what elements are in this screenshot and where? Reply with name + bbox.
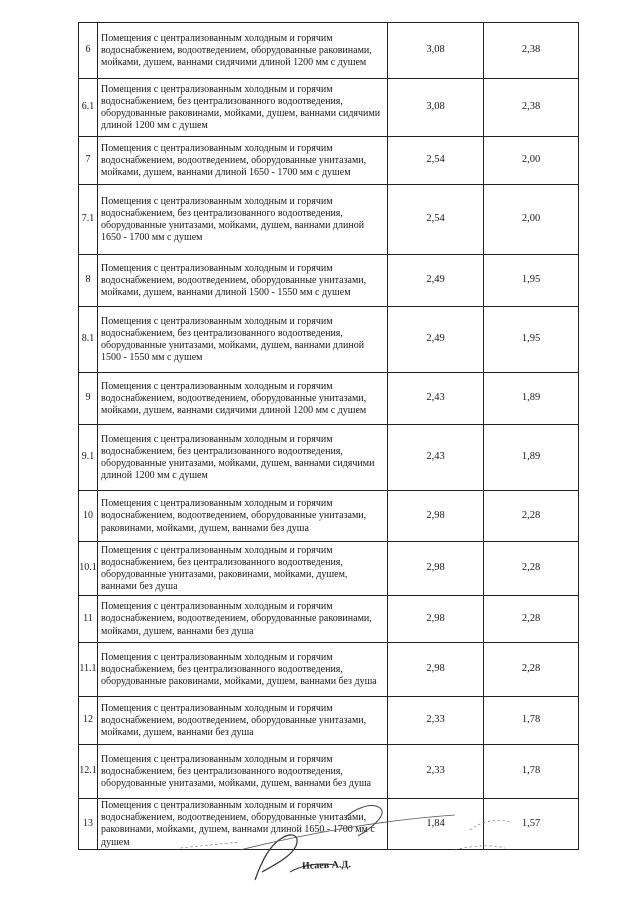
table-row — [79, 596, 579, 643]
table-row — [79, 79, 579, 137]
signatory-name: Исаев А.Д. — [301, 859, 351, 872]
row-description: Помещения с централизованным холодным и горячим водоснабжением, без централизованного водоотведения, оборудованные унитазами, мойками, душем, ваннами длиной 1650 - 1700 мм с душем — [98, 185, 388, 255]
value-col-1: 2,98 — [388, 542, 484, 596]
row-description: Помещения с централизованным холодным и горячим водоснабжением, без централизованного водоотведения, оборудованные раковинами, мойками, душем, ваннами сидячими длиной 1200 мм с душем — [98, 79, 388, 137]
value-col-2: 2,28 — [484, 596, 579, 643]
table-row — [79, 137, 579, 185]
tariff-table — [78, 22, 579, 850]
value-col-2: 2,28 — [484, 491, 579, 542]
row-number: 9.1 — [79, 425, 98, 491]
table-row — [79, 542, 579, 596]
row-number: 7 — [79, 137, 98, 185]
value-col-1: 2,33 — [388, 745, 484, 799]
row-number: 8.1 — [79, 307, 98, 373]
value-col-2: 2,38 — [484, 23, 579, 79]
value-col-1: 2,98 — [388, 491, 484, 542]
row-number: 10.1 — [79, 542, 98, 596]
row-number: 8 — [79, 255, 98, 307]
row-number: 12 — [79, 697, 98, 745]
row-number: 7.1 — [79, 185, 98, 255]
row-description: Помещения с централизованным холодным и горячим водоснабжением, водоотведением, оборудованные раковинами, мойками, душем, ваннами без душа — [98, 596, 388, 643]
row-description: Помещения с централизованным холодным и горячим водоснабжением, водоотведением, оборудованные унитазами, мойками, душем, ваннами без душа — [98, 697, 388, 745]
value-col-2: 1,89 — [484, 373, 579, 425]
value-col-2: 2,38 — [484, 79, 579, 137]
value-col-2: 2,00 — [484, 137, 579, 185]
value-col-1: 2,49 — [388, 307, 484, 373]
row-number: 11.1 — [79, 643, 98, 697]
value-col-1: 2,49 — [388, 255, 484, 307]
value-col-1: 2,43 — [388, 425, 484, 491]
value-col-2: 2,28 — [484, 542, 579, 596]
row-number: 10 — [79, 491, 98, 542]
row-number: 11 — [79, 596, 98, 643]
row-number: 12.1 — [79, 745, 98, 799]
table-row — [79, 491, 579, 542]
value-col-2: 1,95 — [484, 255, 579, 307]
row-description: Помещения с централизованным холодным и горячим водоснабжением, без централизованного водоотведения, оборудованные унитазами, мойками, душем, ваннами без душа — [98, 745, 388, 799]
value-col-1: 2,98 — [388, 643, 484, 697]
value-col-2: 1,78 — [484, 697, 579, 745]
row-description: Помещения с централизованным холодным и горячим водоснабжением, без централизованного водоотведения, оборудованные унитазами, раковинами, мойками, душем, ваннами без душа — [98, 542, 388, 596]
row-number: 9 — [79, 373, 98, 425]
value-col-2: 2,28 — [484, 643, 579, 697]
value-col-1: 3,08 — [388, 23, 484, 79]
table-row — [79, 745, 579, 799]
table-row — [79, 185, 579, 255]
row-description: Помещения с централизованным холодным и горячим водоснабжением, водоотведением, оборудованные унитазами, раковинами, мойками, душем, ваннами без душа — [98, 491, 388, 542]
value-col-1: 2,54 — [388, 185, 484, 255]
row-description: Помещения с централизованным холодным и горячим водоснабжением, водоотведением, оборудованные унитазами, мойками, душем, ваннами длиной 1650 - 1700 мм с душем — [98, 137, 388, 185]
row-description: Помещения с централизованным холодным и горячим водоснабжением, без централизованного водоотведения, оборудованные раковинами, мойками, душем, ваннами без душа — [98, 643, 388, 697]
row-number: 6.1 — [79, 79, 98, 137]
value-col-1: 3,08 — [388, 79, 484, 137]
table-row — [79, 697, 579, 745]
table-row — [79, 425, 579, 491]
value-col-2: 2,00 — [484, 185, 579, 255]
row-description: Помещения с централизованным холодным и горячим водоснабжением, без централизованного водоотведения, оборудованные унитазами, мойками, душем, ваннами сидячими длиной 1200 мм с душем — [98, 425, 388, 491]
table-row — [79, 799, 579, 850]
value-col-1: 2,43 — [388, 373, 484, 425]
row-description: Помещения с централизованным холодным и горячим водоснабжением, водоотведением, оборудованные унитазами, мойками, душем, ваннами длиной 1500 - 1550 мм с душем — [98, 255, 388, 307]
value-col-1: 2,33 — [388, 697, 484, 745]
row-description: Помещения с централизованным холодным и горячим водоснабжением, водоотведением, оборудованные унитазами, мойками, душем, ваннами сидячими длиной 1200 мм с душем — [98, 373, 388, 425]
value-col-1: 2,98 — [388, 596, 484, 643]
value-col-2: 1,95 — [484, 307, 579, 373]
value-col-1: 1,84 — [388, 799, 484, 850]
table-row — [79, 643, 579, 697]
value-col-2: 1,57 — [484, 799, 579, 850]
value-col-2: 1,89 — [484, 425, 579, 491]
table-row — [79, 23, 579, 79]
value-col-2: 1,78 — [484, 745, 579, 799]
table-row — [79, 373, 579, 425]
row-description: Помещения с централизованным холодным и горячим водоснабжением, водоотведением, оборудованные унитазами, раковинами, мойками, душем, ваннами длиной 1650 - 1700 мм с душем — [98, 799, 388, 850]
row-number: 13 — [79, 799, 98, 850]
row-description: Помещения с централизованным холодным и горячим водоснабжением, водоотведением, оборудованные раковинами, мойками, душем, ваннами сидячими длиной 1200 мм с душем — [98, 23, 388, 79]
row-number: 6 — [79, 23, 98, 79]
row-description: Помещения с централизованным холодным и горячим водоснабжением, без централизованного водоотведения, оборудованные унитазами, мойками, душем, ваннами длиной 1500 - 1550 мм с душем — [98, 307, 388, 373]
value-col-1: 2,54 — [388, 137, 484, 185]
table-row — [79, 255, 579, 307]
table-row — [79, 307, 579, 373]
